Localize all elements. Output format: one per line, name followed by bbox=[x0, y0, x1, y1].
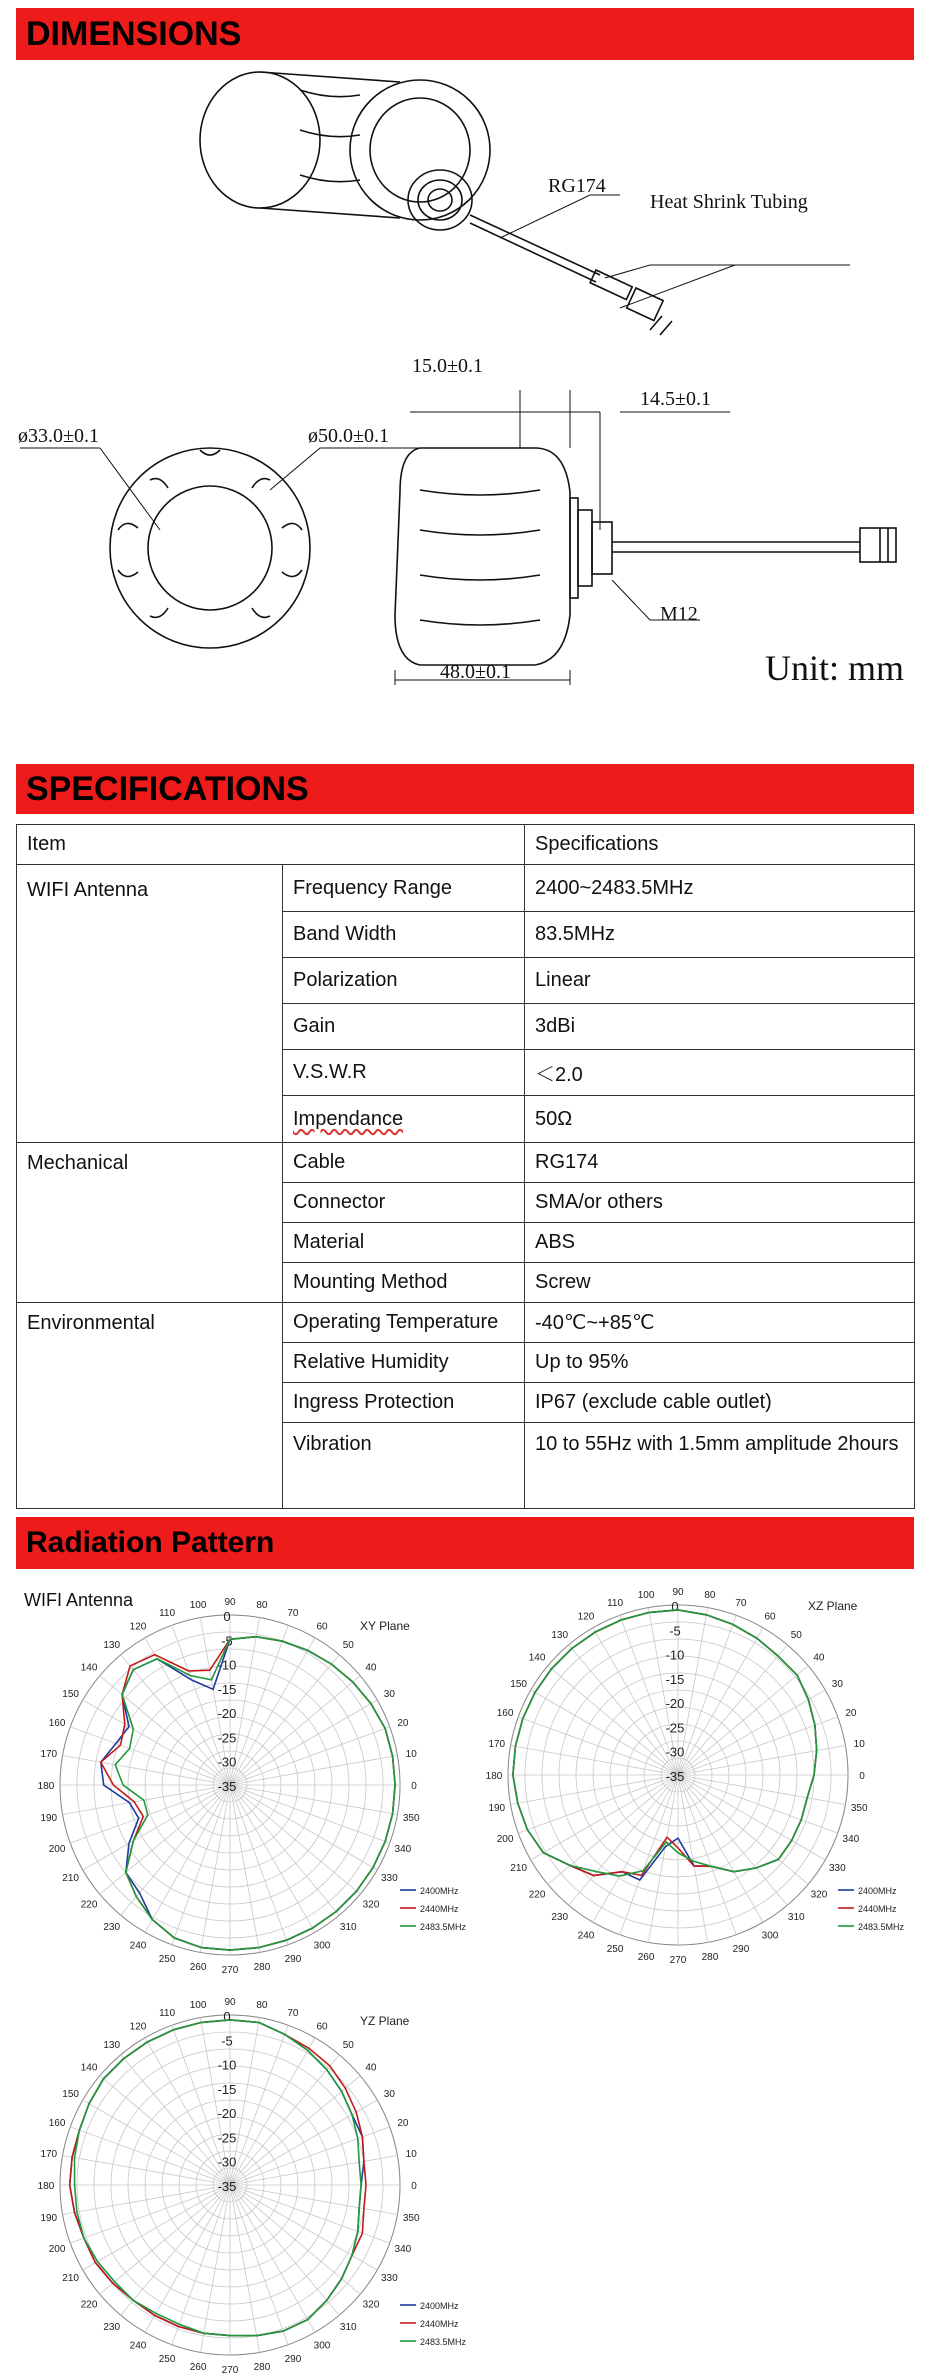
angle-tick-label: 260 bbox=[189, 1962, 207, 1974]
radial-tick-label: 0 bbox=[223, 2009, 231, 2024]
row-value: Screw bbox=[525, 1263, 915, 1303]
radial-tick-label: -20 bbox=[217, 1706, 237, 1722]
radial-tick-label: -5 bbox=[221, 2033, 233, 2049]
legend-label: 2483.5MHz bbox=[858, 1922, 905, 1932]
total-length-label: 48.0±0.1 bbox=[440, 661, 511, 683]
angle-tick-label: 130 bbox=[551, 1630, 569, 1642]
row-value: ABS bbox=[525, 1223, 915, 1263]
thread-label: M12 bbox=[660, 603, 698, 625]
angle-tick-label: 260 bbox=[189, 2362, 207, 2374]
angle-tick-label: 150 bbox=[62, 2089, 79, 2100]
angle-tick-label: 160 bbox=[496, 1708, 514, 1720]
angle-tick-label: 40 bbox=[813, 1652, 825, 1664]
table-header-row bbox=[17, 825, 915, 865]
row-label: Cable bbox=[283, 1143, 525, 1183]
radial-tick-label: -25 bbox=[217, 1730, 237, 1746]
plane-title: YZ Plane bbox=[360, 2014, 410, 2028]
angle-tick-label: 130 bbox=[103, 1640, 121, 1652]
angle-tick-label: 340 bbox=[394, 1843, 412, 1855]
radial-tick-label: -5 bbox=[669, 1623, 681, 1639]
plane-title: XY Plane bbox=[360, 1619, 410, 1633]
angle-tick-label: 230 bbox=[103, 2321, 121, 2333]
top-width-label: 15.0±0.1 bbox=[412, 355, 483, 377]
outer-diameter-label: ø50.0±0.1 bbox=[308, 425, 389, 447]
angle-tick-label: 70 bbox=[735, 1598, 747, 1610]
angle-tick-label: 20 bbox=[397, 1718, 409, 1730]
angle-tick-label: 80 bbox=[256, 1599, 268, 1611]
radial-tick-label: -10 bbox=[665, 1647, 685, 1663]
angle-tick-label: 180 bbox=[37, 1781, 55, 1792]
radial-tick-label: -15 bbox=[665, 1671, 685, 1687]
specifications-title: SPECIFICATIONS bbox=[26, 770, 309, 808]
angle-tick-label: 340 bbox=[394, 2243, 412, 2255]
angle-tick-label: 250 bbox=[158, 1953, 176, 1965]
angle-tick-label: 260 bbox=[637, 1952, 655, 1964]
angle-tick-label: 180 bbox=[485, 1771, 503, 1782]
angle-tick-label: 190 bbox=[40, 1812, 58, 1824]
angle-tick-label: 150 bbox=[62, 1689, 79, 1700]
unit-label: Unit: mm bbox=[765, 648, 905, 688]
angle-tick-label: 330 bbox=[829, 1863, 846, 1874]
specifications-banner bbox=[16, 764, 914, 814]
angle-tick-label: 350 bbox=[850, 1802, 868, 1814]
xz-plane-chart bbox=[485, 1575, 928, 1975]
row-value: Up to 95% bbox=[525, 1343, 915, 1383]
angle-tick-label: 80 bbox=[704, 1589, 716, 1601]
inner-diameter-label: ø33.0±0.1 bbox=[18, 425, 99, 447]
group-wifi: WIFI Antenna bbox=[17, 865, 283, 1143]
legend-label: 2400MHz bbox=[420, 1886, 459, 1896]
angle-tick-label: 300 bbox=[761, 1930, 779, 1942]
angle-tick-label: 30 bbox=[383, 1689, 395, 1700]
legend-label: 2440MHz bbox=[420, 2319, 459, 2329]
angle-tick-label: 0 bbox=[411, 2181, 417, 2192]
legend-label: 2400MHz bbox=[858, 1886, 897, 1896]
radiation-title: Radiation Pattern bbox=[26, 1526, 275, 1559]
angle-tick-label: 40 bbox=[365, 1662, 377, 1674]
angle-tick-label: 330 bbox=[381, 2273, 398, 2284]
row-label: Polarization bbox=[283, 958, 525, 1004]
angle-tick-label: 190 bbox=[488, 1802, 506, 1814]
legend-label: 2440MHz bbox=[420, 1904, 459, 1914]
angle-tick-label: 100 bbox=[637, 1589, 655, 1601]
radial-tick-label: -25 bbox=[665, 1720, 685, 1736]
angle-tick-label: 240 bbox=[577, 1930, 595, 1942]
angle-tick-label: 320 bbox=[810, 1889, 828, 1901]
angle-tick-label: 270 bbox=[669, 1955, 687, 1966]
antenna-3d-view bbox=[200, 72, 672, 335]
angle-tick-label: 60 bbox=[316, 1621, 328, 1633]
angle-tick-label: 280 bbox=[253, 1962, 271, 1974]
radial-tick-label: -10 bbox=[217, 2057, 237, 2073]
angle-tick-label: 270 bbox=[221, 1965, 239, 1976]
row-value: 2400~2483.5MHz bbox=[525, 865, 915, 912]
angle-tick-label: 10 bbox=[405, 2149, 417, 2161]
row-value: 50Ω bbox=[525, 1096, 915, 1143]
angle-tick-label: 90 bbox=[224, 1997, 236, 2008]
angle-tick-label: 170 bbox=[40, 1749, 58, 1761]
angle-tick-label: 140 bbox=[528, 1652, 546, 1664]
angle-tick-label: 290 bbox=[284, 2353, 302, 2365]
angle-tick-label: 60 bbox=[316, 2021, 328, 2033]
angle-tick-label: 210 bbox=[62, 2273, 79, 2284]
angle-tick-label: 150 bbox=[510, 1679, 527, 1690]
row-value: 3dBi bbox=[525, 1004, 915, 1050]
row-label: Connector bbox=[283, 1183, 525, 1223]
radial-tick-label: 0 bbox=[223, 1609, 231, 1624]
legend-label: 2440MHz bbox=[858, 1904, 897, 1914]
angle-tick-label: 290 bbox=[732, 1943, 750, 1955]
angle-tick-label: 0 bbox=[859, 1771, 865, 1782]
radial-tick-label: -5 bbox=[221, 1633, 233, 1649]
angle-tick-label: 120 bbox=[129, 2021, 147, 2033]
angle-tick-label: 70 bbox=[287, 2008, 299, 2020]
angle-tick-label: 10 bbox=[853, 1739, 865, 1751]
angle-tick-label: 10 bbox=[405, 1749, 417, 1761]
dimensions-banner bbox=[16, 8, 914, 60]
angle-tick-label: 30 bbox=[831, 1679, 843, 1690]
dimensions-title: DIMENSIONS bbox=[26, 15, 242, 53]
angle-tick-label: 280 bbox=[253, 2362, 271, 2374]
radial-tick-label: 0 bbox=[671, 1599, 679, 1614]
row-value: 10 to 55Hz with 1.5mm amplitude 2hours bbox=[525, 1423, 915, 1509]
header-item: Item bbox=[17, 825, 525, 865]
angle-tick-label: 210 bbox=[510, 1863, 527, 1874]
xy-plane-chart bbox=[37, 1590, 480, 1990]
angle-tick-label: 310 bbox=[787, 1911, 805, 1923]
angle-tick-label: 330 bbox=[381, 1873, 398, 1884]
impendance-text: Impendance bbox=[293, 1107, 404, 1130]
angle-tick-label: 280 bbox=[701, 1952, 719, 1964]
angle-tick-label: 160 bbox=[48, 2118, 66, 2130]
angle-tick-label: 130 bbox=[103, 2040, 121, 2052]
row-label: Band Width bbox=[283, 912, 525, 958]
angle-tick-label: 120 bbox=[577, 1611, 595, 1623]
angle-tick-label: 200 bbox=[48, 2243, 66, 2255]
row-value: Linear bbox=[525, 958, 915, 1004]
angle-tick-label: 220 bbox=[80, 1899, 98, 1911]
angle-tick-label: 180 bbox=[37, 2181, 55, 2192]
angle-tick-label: 170 bbox=[488, 1739, 506, 1751]
angle-tick-label: 70 bbox=[287, 1608, 299, 1620]
row-label: Operating Temperature bbox=[283, 1303, 525, 1343]
row-value: RG174 bbox=[525, 1143, 915, 1183]
radial-tick-label: -30 bbox=[217, 1754, 237, 1770]
angle-tick-label: 290 bbox=[284, 1953, 302, 1965]
row-value: SMA/or others bbox=[525, 1183, 915, 1223]
angle-tick-label: 170 bbox=[40, 2149, 58, 2161]
angle-tick-label: 140 bbox=[80, 1662, 98, 1674]
dimension-drawing bbox=[0, 60, 930, 740]
radial-tick-label: -35 bbox=[217, 1779, 237, 1794]
angle-tick-label: 20 bbox=[397, 2118, 409, 2130]
antenna-side-view bbox=[395, 448, 896, 665]
radial-tick-label: -10 bbox=[217, 1657, 237, 1673]
angle-tick-label: 100 bbox=[189, 1999, 207, 2011]
yz-plane-chart bbox=[37, 1985, 480, 2378]
legend-label: 2483.5MHz bbox=[420, 2337, 467, 2347]
angle-tick-label: 50 bbox=[790, 1630, 802, 1642]
row-label: V.S.W.R bbox=[283, 1050, 525, 1096]
heat-shrink-label: Heat Shrink Tubing bbox=[650, 191, 808, 213]
angle-tick-label: 80 bbox=[256, 1999, 268, 2011]
angle-tick-label: 200 bbox=[496, 1833, 514, 1845]
angle-tick-label: 90 bbox=[224, 1597, 236, 1608]
angle-tick-label: 310 bbox=[339, 2321, 357, 2333]
angle-tick-label: 350 bbox=[402, 2212, 420, 2224]
row-label: Mounting Method bbox=[283, 1263, 525, 1303]
row-label: Gain bbox=[283, 1004, 525, 1050]
radial-tick-label: -15 bbox=[217, 2081, 237, 2097]
specifications-table bbox=[16, 824, 915, 1509]
angle-tick-label: 210 bbox=[62, 1873, 79, 1884]
radial-tick-label: -35 bbox=[665, 1769, 685, 1784]
angle-tick-label: 300 bbox=[313, 2340, 331, 2352]
angle-tick-label: 30 bbox=[383, 2089, 395, 2100]
angle-tick-label: 310 bbox=[339, 1921, 357, 1933]
antenna-front-view bbox=[110, 448, 310, 648]
angle-tick-label: 220 bbox=[80, 2299, 98, 2311]
plane-title: XZ Plane bbox=[808, 1599, 858, 1613]
angle-tick-label: 230 bbox=[103, 1921, 121, 1933]
header-spec: Specifications bbox=[525, 825, 915, 865]
legend-label: 2483.5MHz bbox=[420, 1922, 467, 1932]
row-value: -40℃~+85℃ bbox=[525, 1303, 915, 1343]
angle-tick-label: 50 bbox=[342, 2040, 354, 2052]
row-label: Relative Humidity bbox=[283, 1343, 525, 1383]
angle-tick-label: 270 bbox=[221, 2365, 239, 2376]
radial-tick-label: -35 bbox=[217, 2179, 237, 2194]
radial-tick-label: -25 bbox=[217, 2130, 237, 2146]
series-line-2483.5MHz bbox=[115, 1637, 395, 1950]
angle-tick-label: 230 bbox=[551, 1911, 569, 1923]
table-row bbox=[17, 1143, 915, 1183]
angle-tick-label: 140 bbox=[80, 2062, 98, 2074]
radial-tick-label: -20 bbox=[217, 2106, 237, 2122]
angle-tick-label: 320 bbox=[362, 2299, 380, 2311]
angle-tick-label: 340 bbox=[842, 1833, 860, 1845]
angle-tick-label: 110 bbox=[607, 1598, 624, 1610]
radial-tick-label: -15 bbox=[217, 1681, 237, 1697]
angle-tick-label: 160 bbox=[48, 1718, 66, 1730]
angle-tick-label: 60 bbox=[764, 1611, 776, 1623]
angle-tick-label: 50 bbox=[342, 1640, 354, 1652]
group-environmental: Environmental bbox=[17, 1303, 283, 1509]
wifi-antenna-subtitle: WIFI Antenna bbox=[24, 1590, 134, 1610]
row-label: Frequency Range bbox=[283, 865, 525, 912]
angle-tick-label: 250 bbox=[158, 2353, 176, 2365]
angle-tick-label: 350 bbox=[402, 1812, 420, 1824]
angle-tick-label: 40 bbox=[365, 2062, 377, 2074]
angle-tick-label: 300 bbox=[313, 1940, 331, 1952]
cable-label: RG174 bbox=[548, 175, 606, 197]
row-value: ＜2.0 bbox=[525, 1050, 915, 1096]
table-row bbox=[17, 865, 915, 912]
radial-tick-label: -30 bbox=[217, 2154, 237, 2170]
row-value: 83.5MHz bbox=[525, 912, 915, 958]
angle-tick-label: 20 bbox=[845, 1708, 857, 1720]
row-label: Ingress Protection bbox=[283, 1383, 525, 1423]
legend-label: 2400MHz bbox=[420, 2301, 459, 2311]
angle-tick-label: 320 bbox=[362, 1899, 380, 1911]
radiation-banner bbox=[16, 1517, 914, 1569]
radial-tick-label: -20 bbox=[665, 1696, 685, 1712]
angle-tick-label: 110 bbox=[159, 1608, 176, 1620]
row-label: Vibration bbox=[283, 1423, 525, 1509]
radial-tick-label: -30 bbox=[665, 1744, 685, 1760]
angle-tick-label: 240 bbox=[129, 2340, 147, 2352]
row-label: Material bbox=[283, 1223, 525, 1263]
table-row bbox=[17, 1303, 915, 1343]
angle-tick-label: 120 bbox=[129, 1621, 147, 1633]
row-value: IP67 (exclude cable outlet) bbox=[525, 1383, 915, 1423]
group-mechanical: Mechanical bbox=[17, 1143, 283, 1303]
angle-tick-label: 250 bbox=[606, 1943, 624, 1955]
angle-tick-label: 200 bbox=[48, 1843, 66, 1855]
angle-tick-label: 0 bbox=[411, 1781, 417, 1792]
row-label bbox=[283, 1096, 525, 1143]
angle-tick-label: 190 bbox=[40, 2212, 58, 2224]
angle-tick-label: 220 bbox=[528, 1889, 546, 1901]
connector-width-label: 14.5±0.1 bbox=[640, 388, 711, 410]
angle-tick-label: 240 bbox=[129, 1940, 147, 1952]
angle-tick-label: 110 bbox=[159, 2008, 176, 2020]
angle-tick-label: 100 bbox=[189, 1599, 207, 1611]
angle-tick-label: 90 bbox=[672, 1587, 684, 1598]
